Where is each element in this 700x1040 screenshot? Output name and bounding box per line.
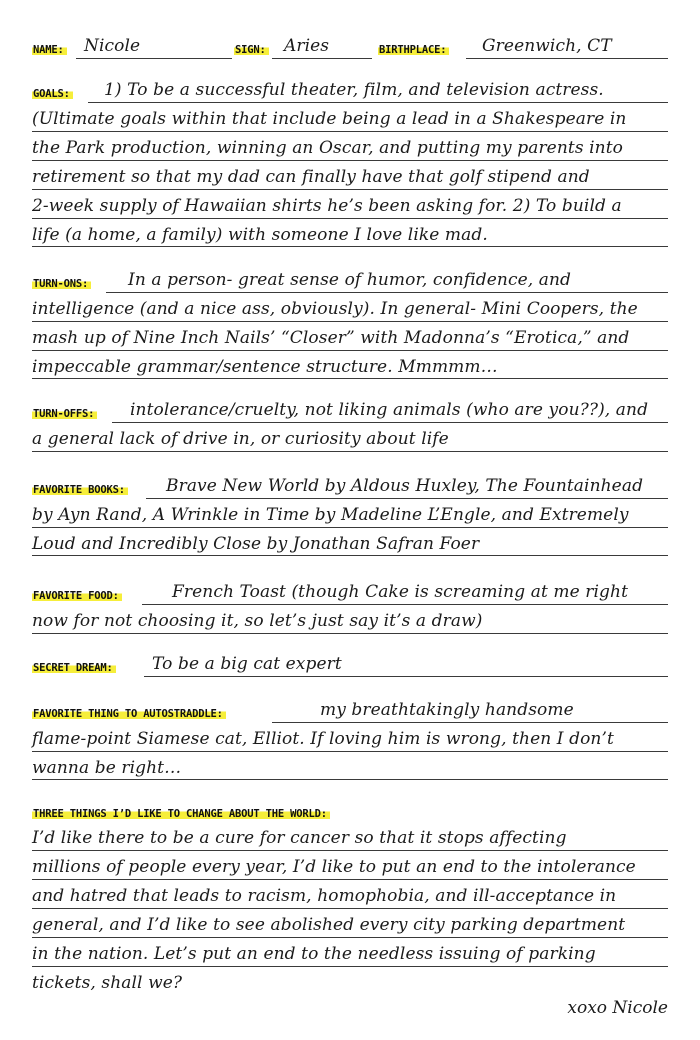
- favorite-food-section: [32, 580, 668, 636]
- goals-line-2: (Ultimate goals within that include being a lead in a Shakespeare in: [32, 109, 627, 129]
- rule: [88, 102, 668, 103]
- turn-ons-section: [32, 268, 668, 380]
- three-things-line-3: and hatred that leads to racism, homophobia, and ill-acceptance in: [32, 886, 617, 906]
- rule: [32, 350, 668, 351]
- rule: [32, 451, 668, 452]
- sign-value: Aries: [284, 36, 330, 56]
- rule: [32, 527, 668, 528]
- goals-line-1: 1) To be a successful theater, film, and television actress.: [104, 80, 604, 100]
- turn-ons-line-1: In a person- great sense of humor, confidence, and: [128, 270, 572, 290]
- three-things-line-5: in the nation. Let’s put an end to the needless issuing of parking: [32, 944, 596, 964]
- rule: [32, 850, 668, 851]
- rule: [32, 908, 668, 909]
- rule: [32, 633, 668, 634]
- three-things-section: [32, 804, 668, 996]
- rule: [32, 189, 668, 190]
- turn-ons-line-2: intelligence (and a nice ass, obviously). In general- Mini Coopers, the: [32, 299, 638, 319]
- rule: [32, 879, 668, 880]
- birthplace-label: BIRTHPLACE:: [378, 44, 449, 56]
- rule: [32, 779, 668, 780]
- three-things-line-6: tickets, shall we?: [32, 973, 183, 993]
- favorite-food-line-2: now for not choosing it, so let’s just say it’s a draw): [32, 611, 483, 631]
- turn-offs-section: [32, 398, 668, 454]
- rule: [32, 246, 668, 247]
- favorite-thing-line-2: flame-point Siamese cat, Elliot. If loving him is wrong, then I don’t: [32, 729, 614, 749]
- rule: [106, 292, 668, 293]
- three-things-label: THREE THINGS I’D LIKE TO CHANGE ABOUT THE WORLD:: [32, 808, 330, 820]
- turn-offs-line-1: intolerance/cruelty, not liking animals (who are you??), and: [130, 400, 649, 420]
- sign-label: SIGN:: [234, 44, 269, 56]
- favorite-thing-line-1: my breathtakingly handsome: [320, 700, 574, 720]
- favorite-thing-line-3: wanna be right…: [32, 758, 182, 778]
- rule: [32, 555, 668, 556]
- birthplace-line: [466, 58, 668, 59]
- goals-line-4: retirement so that my dad can finally have that golf stipend and: [32, 167, 590, 187]
- rule: [272, 722, 668, 723]
- sign-line: [272, 58, 372, 59]
- turn-ons-line-3: mash up of Nine Inch Nails’ “Closer” with Madonna’s “Erotica,” and: [32, 328, 630, 348]
- turn-offs-line-2: a general lack of drive in, or curiosity about life: [32, 429, 449, 449]
- turn-ons-line-4: impeccable grammar/sentence structure. Mmmmm…: [32, 357, 498, 377]
- three-things-line-1: I’d like there to be a cure for cancer so that it stops affecting: [32, 828, 567, 848]
- rule: [146, 498, 668, 499]
- birthplace-value: Greenwich, CT: [482, 36, 612, 56]
- rule: [32, 937, 668, 938]
- rule: [32, 751, 668, 752]
- rule: [142, 604, 668, 605]
- signature: xoxo Nicole: [567, 998, 668, 1018]
- three-things-line-2: millions of people every year, I’d like to put an end to the intolerance: [32, 857, 636, 877]
- rule: [32, 321, 668, 322]
- favorite-books-label: FAVORITE BOOKS:: [32, 484, 128, 496]
- name-line: [76, 58, 232, 59]
- three-things-line-4: general, and I’d like to see abolished every city parking department: [32, 915, 626, 935]
- goals-line-6: life (a home, a family) with someone I love like mad.: [32, 225, 488, 245]
- secret-dream-section: [32, 652, 668, 680]
- name-label: NAME:: [32, 44, 67, 56]
- rule: [144, 676, 668, 677]
- favorite-food-label: FAVORITE FOOD:: [32, 590, 122, 602]
- favorite-books-line-2: by Ayn Rand, A Wrinkle in Time by Madeline L’Engle, and Extremely: [32, 505, 629, 525]
- goals-line-5: 2-week supply of Hawaiian shirts he’s been asking for. 2) To build a: [32, 196, 622, 216]
- rule: [32, 218, 668, 219]
- secret-dream-label: SECRET DREAM:: [32, 662, 116, 674]
- goals-section: [32, 78, 668, 248]
- favorite-food-line-1: French Toast (though Cake is screaming at me right: [172, 582, 628, 602]
- rule: [32, 378, 668, 379]
- favorite-books-line-3: Loud and Incredibly Close by Jonathan Safran Foer: [32, 534, 480, 554]
- rule: [32, 966, 668, 967]
- turn-ons-label: TURN-ONS:: [32, 278, 91, 290]
- name-value: Nicole: [84, 36, 141, 56]
- rule: [112, 422, 668, 423]
- goals-line-3: the Park production, winning an Oscar, and putting my parents into: [32, 138, 623, 158]
- turn-offs-label: TURN-OFFS:: [32, 408, 97, 420]
- favorite-books-line-1: Brave New World by Aldous Huxley, The Fountainhead: [166, 476, 644, 496]
- favorite-thing-label: FAVORITE THING TO AUTOSTRADDLE:: [32, 708, 226, 720]
- rule: [32, 131, 668, 132]
- rule: [32, 160, 668, 161]
- favorite-books-section: [32, 474, 668, 558]
- favorite-thing-section: [32, 698, 668, 782]
- goals-label: GOALS:: [32, 88, 73, 100]
- secret-dream-line-1: To be a big cat expert: [152, 654, 342, 674]
